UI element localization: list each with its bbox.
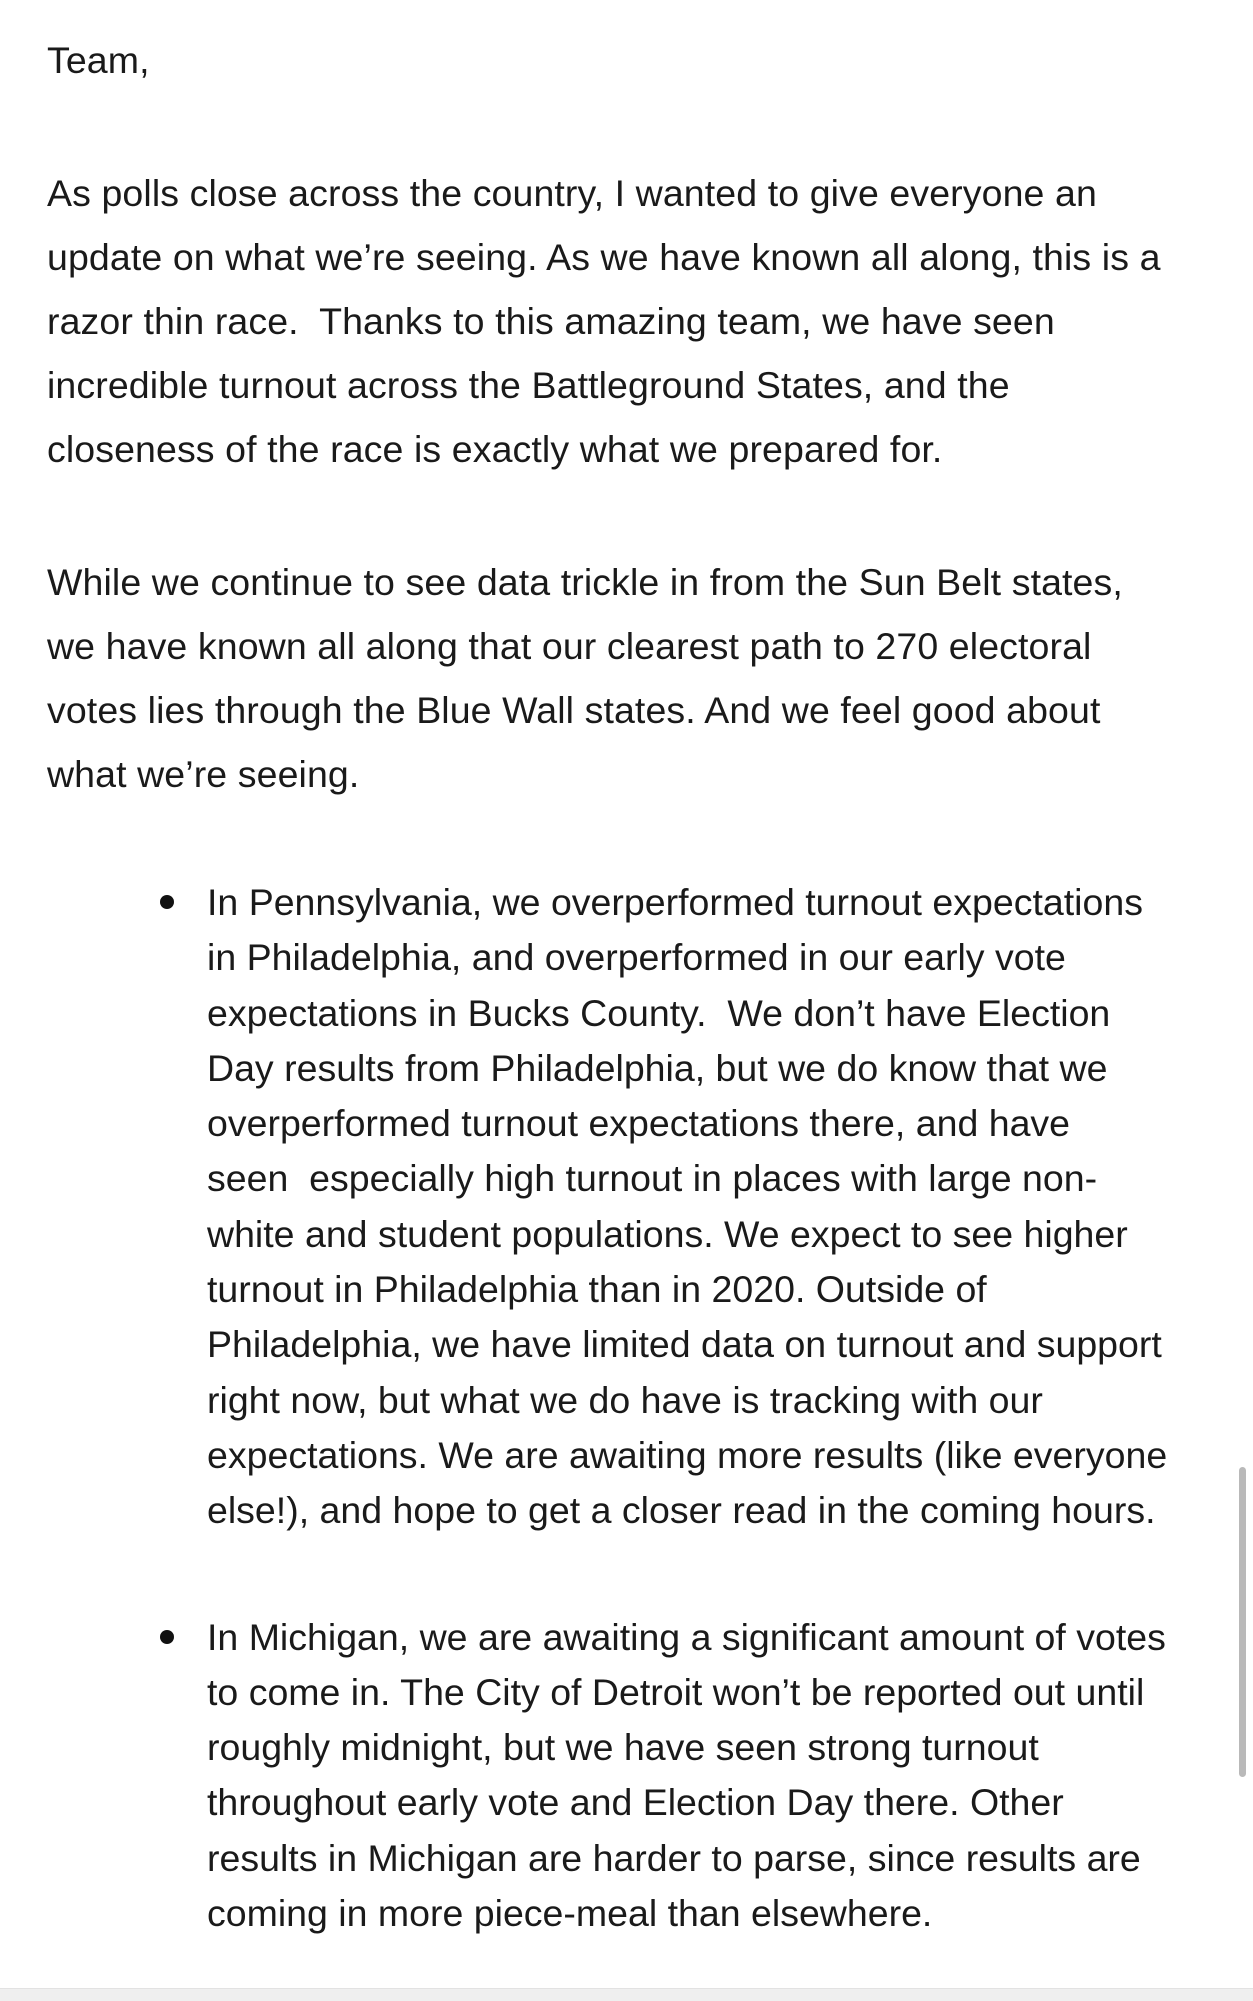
state-updates-list <box>47 875 1197 1941</box>
bullet-line: In Michigan, we are awaiting a significant amount of votes <box>207 1615 1166 1658</box>
paragraph-blue-wall <box>47 550 1197 806</box>
paragraph-line: While we continue to see data trickle in from the Sun Belt states, <box>47 561 1123 603</box>
bullet-line: right now, but what we do have is tracking with our <box>207 1378 1043 1421</box>
bullet-dot-icon <box>160 1630 174 1644</box>
bullet-michigan <box>47 1610 1197 1942</box>
bullet-line: seen especially high turnout in places with large non- <box>207 1157 1098 1200</box>
bullet-line: expectations. We are awaiting more results (like everyone <box>207 1433 1168 1476</box>
paragraph-line: As polls close across the country, I wanted to give everyone an <box>47 172 1097 214</box>
bullet-line: turnout in Philadelphia than in 2020. Outside of <box>207 1268 987 1311</box>
email-body <box>47 28 1197 1941</box>
bullet-line: throughout early vote and Election Day there. Other <box>207 1781 1064 1824</box>
bullet-line: else!), and hope to get a closer read in the coming hours. <box>207 1489 1156 1532</box>
paragraph-line: what we’re seeing. <box>47 753 360 795</box>
bullet-line: in Philadelphia, and overperformed in our early vote <box>207 936 1066 979</box>
bullet-line: white and student populations. We expect to see higher <box>207 1212 1128 1255</box>
paragraph-line: update on what we’re seeing. As we have known all along, this is a <box>47 236 1161 278</box>
greeting: Team, <box>47 39 150 81</box>
bullet-line: to come in. The City of Detroit won’t be reported out until <box>207 1670 1145 1713</box>
paragraph-line: razor thin race. Thanks to this amazing team, we have seen <box>47 300 1055 342</box>
vertical-scrollbar[interactable] <box>1239 1467 1246 1777</box>
paragraph-line: incredible turnout across the Battleground States, and the <box>47 364 1010 406</box>
bullet-line: results in Michigan are harder to parse, since results are <box>207 1836 1141 1879</box>
bottom-toolbar-edge <box>0 1988 1253 2001</box>
bullet-dot-icon <box>160 895 174 909</box>
paragraph-line: we have known all along that our clearest path to 270 electoral <box>47 625 1092 667</box>
bullet-line: expectations in Bucks County. We don’t have Election <box>207 991 1111 1034</box>
paragraph-polls-close <box>47 161 1197 481</box>
bullet-line: overperformed turnout expectations there, and have <box>207 1102 1071 1145</box>
bullet-line: roughly midnight, but we have seen strong turnout <box>207 1726 1039 1769</box>
bullet-line: coming in more piece-meal than elsewhere. <box>207 1892 933 1935</box>
bullet-pennsylvania <box>47 875 1197 1539</box>
bullet-line: Philadelphia, we have limited data on turnout and support <box>207 1323 1162 1366</box>
paragraph-line: votes lies through the Blue Wall states. And we feel good about <box>47 689 1101 731</box>
paragraph-line: closeness of the race is exactly what we prepared for. <box>47 428 943 470</box>
bullet-line: Day results from Philadelphia, but we do know that we <box>207 1046 1108 1089</box>
bullet-line: In Pennsylvania, we overperformed turnout expectations <box>207 881 1143 923</box>
